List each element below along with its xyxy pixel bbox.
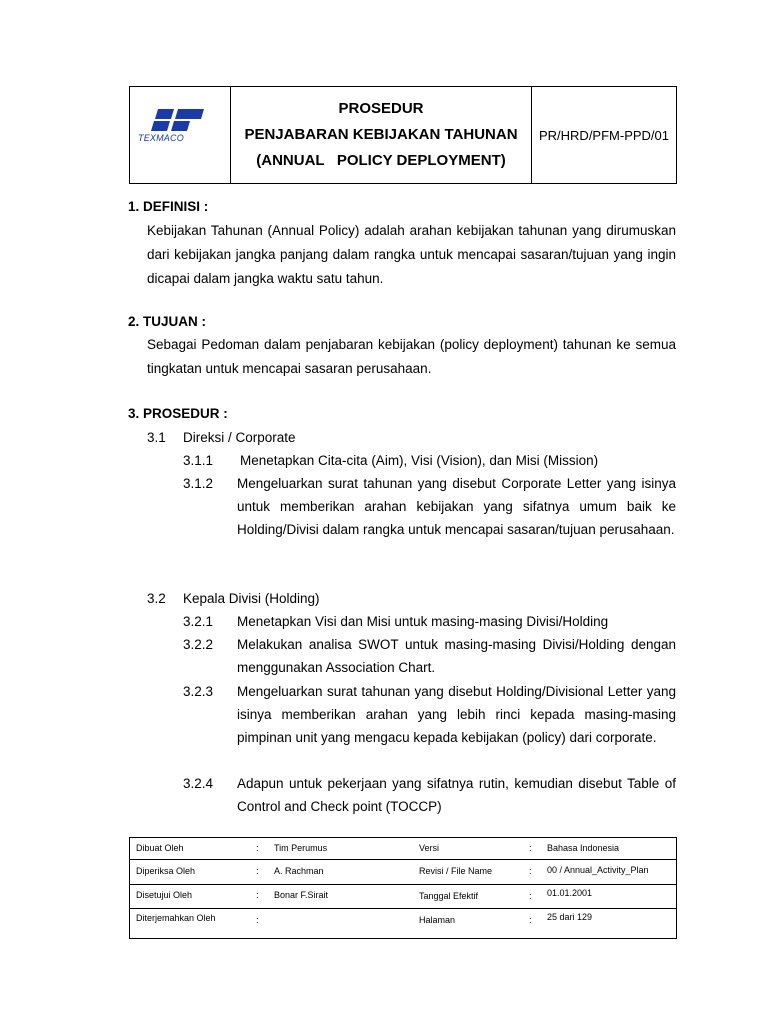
footer-label-diterjemahkan: Diterjemahkan Oleh bbox=[136, 913, 216, 923]
footer-value-diperiksa: A. Rachman bbox=[274, 866, 324, 876]
subsection-3-2-number: 3.2 bbox=[147, 591, 166, 606]
item-3-1-1-text: Menetapkan Cita-cita (Aim), Visi (Vision), dan Misi (Mission) bbox=[240, 453, 599, 468]
footer-colon: : bbox=[256, 915, 259, 925]
footer-value-revisi: 00 / Annual_Activity_Plan bbox=[547, 865, 649, 875]
footer-label-versi: Versi bbox=[419, 843, 440, 853]
footer-colon: : bbox=[256, 890, 259, 900]
footer-colon: : bbox=[256, 843, 259, 853]
document-footer-table bbox=[129, 837, 677, 939]
footer-value-tanggal: 01.01.2001 bbox=[547, 888, 593, 898]
item-3-2-2-text: Melakukan analisa SWOT untuk masing-masing Divisi/Holding dengan menggunakan Association Chart. bbox=[237, 637, 676, 675]
footer-divider bbox=[130, 859, 676, 860]
footer-divider bbox=[130, 908, 676, 909]
section-1-heading: 1. DEFINISI : bbox=[128, 199, 209, 214]
subsection-3-1-number: 3.1 bbox=[147, 430, 166, 445]
footer-divider bbox=[130, 884, 676, 885]
document-title bbox=[231, 87, 532, 183]
subsection-3-2-label: Kepala Divisi (Holding) bbox=[183, 591, 320, 606]
item-3-2-3-number: 3.2.3 bbox=[183, 684, 214, 699]
footer-value-halaman: 25 dari 129 bbox=[547, 912, 593, 922]
section-1-paragraph: Kebijakan Tahunan (Annual Policy) adalah arahan kebijakan tahunan yang dirumuskan dari kebijakan jangka panjang dalam rangka untuk mencapai sasaran/tujuan yang ingin dicapai dalam jangka waktu satu tahun. bbox=[147, 223, 676, 286]
subsection-3-1-label: Direksi / Corporate bbox=[183, 430, 296, 445]
item-3-2-2-number: 3.2.2 bbox=[183, 637, 214, 652]
logo-cell bbox=[130, 87, 231, 183]
item-3-2-3-text: Mengeluarkan surat tahunan yang disebut Holding/Divisional Letter yang isinya memberikan arahan yang lebih rinci kepada masing-masing pimpinan unit yang mengacu kepada kebijakan (policy) dari corporate. bbox=[237, 684, 676, 745]
document-code: PR/HRD/PFM-PPD/01 bbox=[538, 127, 670, 143]
title-line-2: PENJABARAN KEBIJAKAN TAHUNAN bbox=[244, 126, 518, 143]
item-3-2-4-number: 3.2.4 bbox=[183, 776, 214, 791]
title-line-1: PROSEDUR bbox=[338, 100, 424, 117]
document-header-table bbox=[129, 86, 677, 184]
title-line-3: (ANNUAL POLICY DEPLOYMENT) bbox=[256, 152, 506, 169]
section-3-heading: 3. PROSEDUR : bbox=[128, 406, 228, 421]
footer-label-dibuat: Dibuat Oleh bbox=[136, 843, 184, 853]
section-2-heading: 2. TUJUAN : bbox=[128, 314, 207, 329]
item-3-2-1-text: Menetapkan Visi dan Misi untuk masing-masing Divisi/Holding bbox=[237, 614, 609, 629]
footer-label-halaman: Halaman bbox=[419, 915, 456, 925]
footer-value-disetujui: Bonar F.Sirait bbox=[274, 890, 329, 900]
item-3-1-2-number: 3.1.2 bbox=[183, 476, 214, 491]
footer-colon: : bbox=[529, 866, 532, 876]
document-code-cell bbox=[532, 87, 676, 183]
footer-value-versi: Bahasa Indonesia bbox=[547, 843, 620, 853]
item-3-2-1-number: 3.2.1 bbox=[183, 614, 214, 629]
item-3-1-1-number: 3.1.1 bbox=[183, 453, 214, 468]
item-3-1-2-text: Mengeluarkan surat tahunan yang disebut Corporate Letter yang isinya untuk memberikan arahan kebijakan yang sifatnya umum baik ke Holding/Divisi dalam rangka untuk mencapai sasaran/tujuan perusahaan. bbox=[237, 476, 676, 537]
footer-label-disetujui: Disetujui Oleh bbox=[136, 890, 193, 900]
item-3-2-4-text: Adapun untuk pekerjaan yang sifatnya rutin, kemudian disebut Table of Control and Check point (TOCCP) bbox=[237, 776, 676, 814]
logo-text: TEXMACO bbox=[138, 133, 184, 143]
footer-label-diperiksa: Diperiksa Oleh bbox=[136, 866, 196, 876]
footer-colon: : bbox=[256, 866, 259, 876]
footer-label-revisi: Revisi / File Name bbox=[419, 866, 493, 876]
texmaco-logo-icon bbox=[148, 109, 206, 133]
footer-colon: : bbox=[529, 915, 532, 925]
footer-colon: : bbox=[529, 843, 532, 853]
section-2-paragraph: Sebagai Pedoman dalam penjabaran kebijakan (policy deployment) tahunan ke semua tingkatan untuk mencapai sasaran perusahaan. bbox=[147, 337, 676, 376]
footer-value-dibuat: Tim Perumus bbox=[274, 843, 328, 853]
footer-label-tanggal: Tanggal Efektif bbox=[419, 891, 479, 901]
footer-colon: : bbox=[529, 891, 532, 901]
